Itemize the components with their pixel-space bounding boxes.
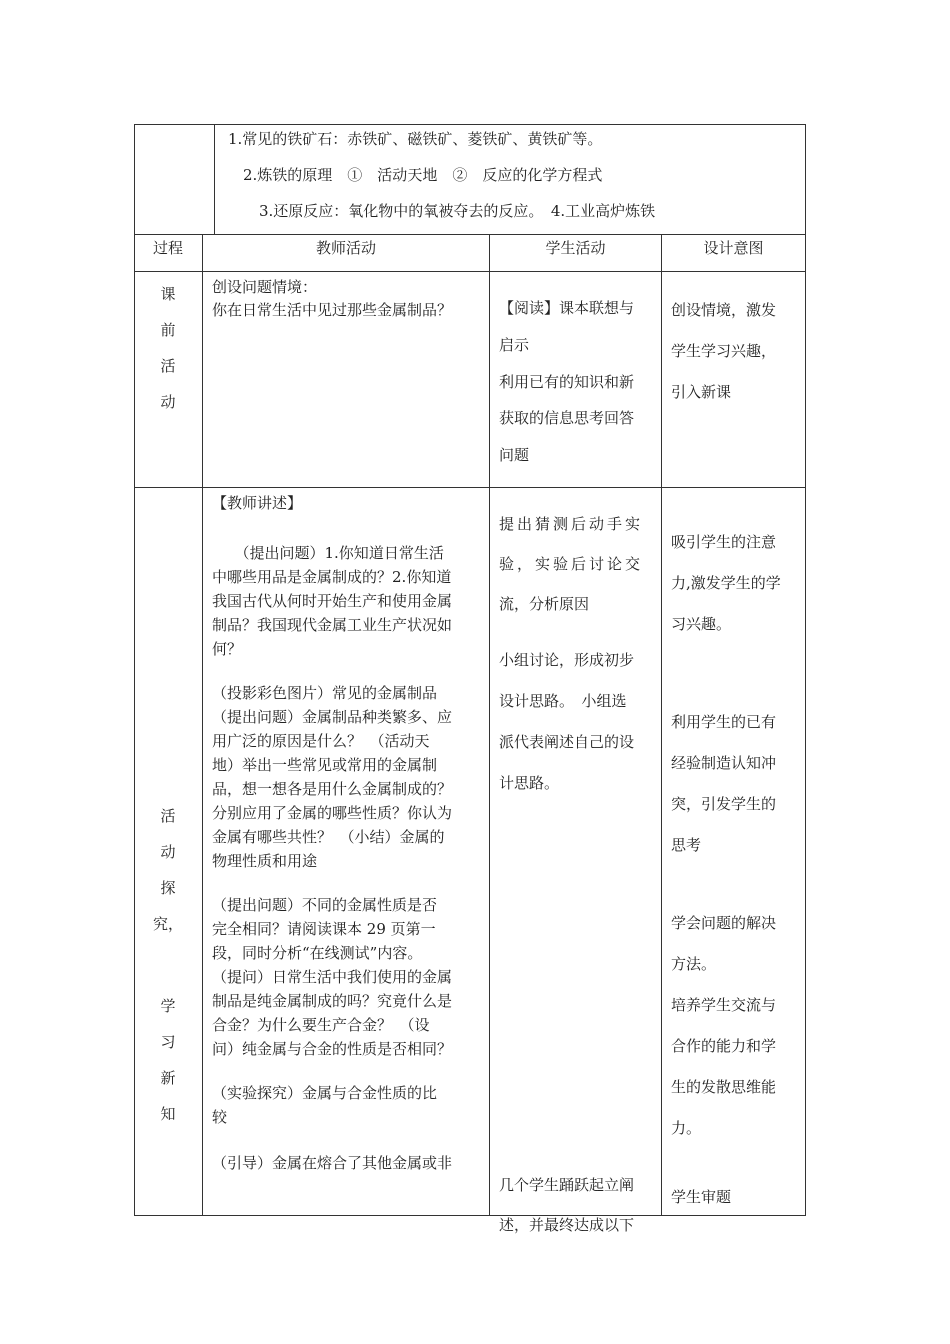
student-para-2 [499,640,659,804]
teacher-intro: 【教师讲述】 [212,494,303,512]
teacher-line: 较 [212,1108,228,1126]
header-student-text: 学生活动 [545,239,606,257]
student-line: 小组讨论，形成初步 [499,651,635,669]
row2-process-char: 动 [160,843,176,861]
teacher-line: 金属有哪些共性？ （小结）金属的 [212,828,445,846]
teacher-para-4 [212,1081,488,1129]
row1-process-char: 课 [160,285,176,303]
teacher-line: 中哪些用品是金属制成的？2.你知道 [212,568,452,586]
teacher-line: 物理性质和用途 [212,852,318,870]
student-line: 设计思路。 小组选 [499,692,627,710]
design-para-2 [671,702,804,866]
design-line: 合作的能力和学 [671,1037,777,1055]
teacher-line: 制品？我国现代金属工业生产状况如 [212,616,453,634]
top-info-line-1: 1.常见的铁矿石：赤铁矿、磁铁矿、菱铁矿、黄铁矿等。 [228,130,603,148]
design-line: 利用学生的已有 [671,713,777,731]
teacher-line: 地）举出一些常见或常用的金属制 [212,756,438,774]
row1-process-char: 前 [160,321,176,339]
student-line: 述，并最终达成以下 [499,1216,635,1234]
header-design [662,235,805,271]
top-info-line-3: 3.还原反应：氧化物中的氧被夺去的反应。 4.工业高炉炼铁 [259,202,656,220]
teacher-line: 分别应用了金属的哪些性质？你认为 [212,804,453,822]
teacher-line: 我国古代从何时开始生产和使用金属 [212,592,453,610]
student-line: 流，分析原因 [499,595,590,613]
row2-process-char: 知 [160,1105,176,1123]
design-line: 学生审题 [671,1188,732,1206]
design-line: 吸引学生的注意 [671,533,777,551]
design-line: 思考 [671,836,702,854]
row2-student [499,488,659,1234]
teacher-line: 合金？为什么要生产合金？ （设 [212,1016,430,1034]
top-info-line-2: 2.炼铁的原理 ① 活动天地 ② 反应的化学方程式 [243,166,603,184]
row2-process-char: 活 [160,807,176,825]
row2-teacher [212,488,488,1175]
row1-teacher [212,276,484,322]
teacher-line: （提出问题）不同的金属性质是否 [212,896,438,914]
row2-process-char: 习 [160,1033,176,1051]
row2-process-char: 新 [160,1069,176,1087]
design-line: 培养学生交流与 [671,996,777,1014]
top-info-section [215,124,805,234]
student-line: 计思路。 [499,774,560,792]
row1-teacher-line: 你在日常生活中见过那些金属制品？ [212,301,453,319]
row1-student-line: 问题 [499,446,530,464]
teacher-line: （投影彩色图片）常见的金属制品 [212,684,438,702]
header-teacher-text: 教师活动 [315,239,376,257]
table-border-right [805,124,806,1216]
row1-teacher-line: 创设问题情境： [212,278,318,296]
row1-student-line: 获取的信息思考回答 [499,409,635,427]
col-divider-2 [489,234,490,1216]
teacher-line: 段，同时分析“在线测试”内容。 [212,944,423,962]
design-line: 学会问题的解决 [671,914,777,932]
design-para-1 [671,522,804,645]
row1-process-char: 活 [160,357,176,375]
design-line: 力。 [671,1119,702,1137]
teacher-para-3 [212,893,488,1061]
teacher-line: 何？ [212,640,243,658]
design-line: 方法。 [671,955,717,973]
row1-design-line: 创设情境，激发 [671,301,777,319]
design-line: 力,激发学生的学 [671,574,781,592]
header-student [490,235,661,271]
design-line: 生的发散思维能 [671,1078,777,1096]
row2-process-char: 学 [160,997,176,1015]
design-para-3 [671,903,804,1149]
design-line: 习兴趣。 [671,615,732,633]
design-para-4 [671,1177,731,1217]
header-bottom-line [134,271,806,272]
teacher-line: （实验探究）金属与合金性质的比 [212,1084,438,1102]
header-process-text: 过程 [152,239,183,257]
row1-design-line: 引入新课 [671,383,732,401]
student-line: 派代表阐述自己的设 [499,733,635,751]
row1-design [671,290,803,413]
row1-design-line: 学生学习兴趣， [671,342,777,360]
teacher-line: （提出问题）金属制品种类繁多、应 [212,708,453,726]
row1-student [499,290,659,474]
student-line: 验，实验后讨论交 [499,555,644,573]
teacher-para-2 [212,681,488,873]
col-divider-3 [661,234,662,1216]
teacher-line: 品，想一想各是用什么金属制成的？ [212,780,453,798]
design-line: 突，引发学生的 [671,795,777,813]
lesson-plan-table [134,124,806,1234]
teacher-line: 用广泛的原因是什么？ （活动天 [212,732,430,750]
student-line: 提出猜测后动手实 [499,515,644,533]
teacher-para-5 [212,1151,488,1175]
teacher-line: （引导）金属在熔合了其他金属或非 [212,1154,453,1172]
row2-design [671,488,804,1206]
row1-student-line: 启示 [499,336,530,354]
col-divider-1 [202,234,203,1216]
header-design-text: 设计意图 [703,239,764,257]
row2-process-char: 究， [152,915,183,933]
teacher-line: 问）纯金属与合金的性质是否相同？ [212,1040,453,1058]
row1-student-line: 利用已有的知识和新 [499,373,635,391]
row2-process-char: 探 [160,879,176,897]
teacher-line: 完全相同？请阅读课本 29 页第一 [212,920,436,938]
row1-process-char: 动 [160,393,176,411]
teacher-line: 制品是纯金属制成的吗？究竟什么是 [212,992,453,1010]
header-process [134,235,202,271]
row1-student-line: 【阅读】课本联想与 [499,299,635,317]
student-para-3 [499,1165,634,1245]
header-teacher [203,235,489,271]
student-line: 几个学生踊跃起立阐 [499,1176,635,1194]
teacher-line: （提出问题）1.你知道日常生活 [212,544,444,562]
row1-process [134,276,202,420]
teacher-para-1 [212,541,488,661]
student-para-1 [499,504,659,624]
teacher-line: （提问）日常生活中我们使用的金属 [212,968,453,986]
design-line: 经验制造认知冲 [671,754,777,772]
row2-process [134,798,202,1132]
